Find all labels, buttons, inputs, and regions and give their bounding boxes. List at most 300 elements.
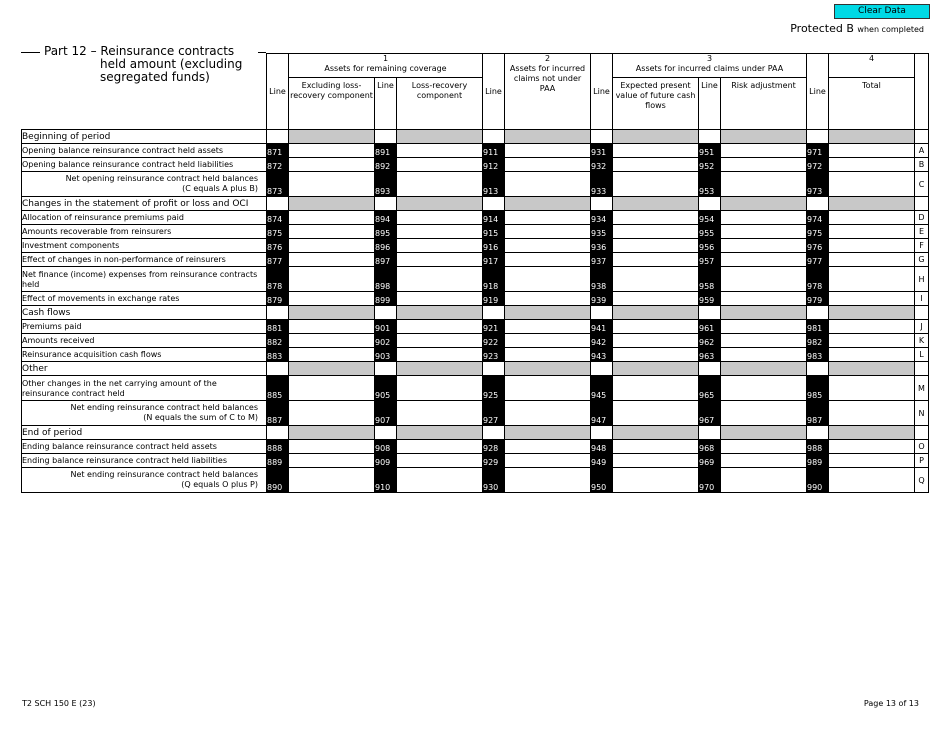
amount-input[interactable] <box>289 172 375 197</box>
protected-label: Protected B <box>790 22 854 35</box>
line-number: 977 <box>807 253 829 267</box>
amount-input[interactable] <box>721 144 807 158</box>
section-label: End of period <box>22 426 267 440</box>
amount-input[interactable] <box>505 401 591 426</box>
amount-input[interactable] <box>505 292 591 306</box>
amount-input[interactable] <box>505 267 591 292</box>
amount-input[interactable] <box>289 334 375 348</box>
line-number: 976 <box>807 239 829 253</box>
line-number: 872 <box>267 158 289 172</box>
table-row <box>22 211 929 225</box>
row-label-text: Net opening reinsurance contract held balances <box>65 174 258 183</box>
amount-input[interactable] <box>721 334 807 348</box>
header-line: Line <box>483 54 505 130</box>
line-blank <box>591 130 613 144</box>
amount-input[interactable] <box>721 253 807 267</box>
line-number: 929 <box>483 454 505 468</box>
row-label: Premiums paid <box>22 320 267 334</box>
line-blank <box>699 306 721 320</box>
line-number: 907 <box>375 401 397 426</box>
amount-input[interactable] <box>505 376 591 401</box>
line-number: 905 <box>375 376 397 401</box>
line-number: 885 <box>267 376 289 401</box>
line-number: 983 <box>807 348 829 362</box>
line-number: 878 <box>267 267 289 292</box>
line-number: 897 <box>375 253 397 267</box>
header-group-1: 1 Assets for remaining coverage <box>289 54 483 78</box>
shaded-cell <box>829 306 915 320</box>
amount-input[interactable] <box>829 253 915 267</box>
amount-input[interactable] <box>721 320 807 334</box>
amount-input[interactable] <box>721 239 807 253</box>
amount-input[interactable] <box>397 239 483 253</box>
line-number: 932 <box>591 158 613 172</box>
amount-input[interactable] <box>505 334 591 348</box>
line-number: 948 <box>591 440 613 454</box>
shaded-cell <box>721 197 807 211</box>
line-blank <box>807 362 829 376</box>
row-label: Other changes in the net carrying amount of the reinsurance contract held <box>22 376 267 401</box>
amount-input[interactable] <box>613 468 699 493</box>
amount-input[interactable] <box>829 172 915 197</box>
line-number: 913 <box>483 172 505 197</box>
amount-input[interactable] <box>397 454 483 468</box>
section-row <box>22 426 929 440</box>
header-risk-adjustment: Risk adjustment <box>721 78 807 130</box>
amount-input[interactable] <box>829 292 915 306</box>
amount-input[interactable] <box>505 320 591 334</box>
line-number: 882 <box>267 334 289 348</box>
line-number: 975 <box>807 225 829 239</box>
amount-input[interactable] <box>289 401 375 426</box>
amount-input[interactable] <box>613 292 699 306</box>
amount-input[interactable] <box>829 239 915 253</box>
row-letter: D <box>915 211 929 225</box>
line-number: 968 <box>699 440 721 454</box>
line-number: 978 <box>807 267 829 292</box>
amount-input[interactable] <box>505 211 591 225</box>
amount-input[interactable] <box>289 158 375 172</box>
line-number: 922 <box>483 334 505 348</box>
table-row <box>22 376 929 401</box>
row-letter <box>915 197 929 211</box>
row-letter: L <box>915 348 929 362</box>
amount-input[interactable] <box>613 211 699 225</box>
line-blank <box>375 306 397 320</box>
line-blank <box>267 306 289 320</box>
line-number: 981 <box>807 320 829 334</box>
shaded-cell <box>289 426 375 440</box>
amount-input[interactable] <box>613 401 699 426</box>
line-number: 911 <box>483 144 505 158</box>
amount-input[interactable] <box>289 225 375 239</box>
row-label-formula: (N equals the sum of C to M) <box>143 413 258 422</box>
amount-input[interactable] <box>397 334 483 348</box>
amount-input[interactable] <box>613 320 699 334</box>
line-blank <box>699 362 721 376</box>
table-row <box>22 253 929 267</box>
line-number: 955 <box>699 225 721 239</box>
row-label: Amounts recoverable from reinsurers <box>22 225 267 239</box>
line-blank <box>267 362 289 376</box>
row-letter: M <box>915 376 929 401</box>
amount-input[interactable] <box>289 267 375 292</box>
shaded-cell <box>289 362 375 376</box>
line-number: 908 <box>375 440 397 454</box>
table-row <box>22 292 929 306</box>
line-number: 914 <box>483 211 505 225</box>
line-number: 973 <box>807 172 829 197</box>
shaded-cell <box>829 426 915 440</box>
line-number: 985 <box>807 376 829 401</box>
amount-input[interactable] <box>397 211 483 225</box>
amount-input[interactable] <box>397 292 483 306</box>
line-number: 979 <box>807 292 829 306</box>
shaded-cell <box>829 130 915 144</box>
shaded-cell <box>289 130 375 144</box>
row-letter: A <box>915 144 929 158</box>
shaded-cell <box>289 197 375 211</box>
line-number: 949 <box>591 454 613 468</box>
shaded-cell <box>505 306 591 320</box>
line-number: 943 <box>591 348 613 362</box>
row-letter: B <box>915 158 929 172</box>
amount-input[interactable] <box>397 348 483 362</box>
row-label <box>22 401 267 426</box>
line-number: 963 <box>699 348 721 362</box>
line-number: 989 <box>807 454 829 468</box>
row-letter: P <box>915 454 929 468</box>
shaded-cell <box>397 362 483 376</box>
amount-input[interactable] <box>289 320 375 334</box>
line-number: 990 <box>807 468 829 493</box>
section-row <box>22 362 929 376</box>
line-number: 947 <box>591 401 613 426</box>
line-number: 925 <box>483 376 505 401</box>
amount-input[interactable] <box>829 334 915 348</box>
line-number: 987 <box>807 401 829 426</box>
amount-input[interactable] <box>721 158 807 172</box>
amount-input[interactable] <box>505 468 591 493</box>
line-number: 930 <box>483 468 505 493</box>
amount-input[interactable] <box>829 468 915 493</box>
table-row <box>22 454 929 468</box>
amount-input[interactable] <box>613 172 699 197</box>
line-number: 917 <box>483 253 505 267</box>
line-number: 892 <box>375 158 397 172</box>
row-letter <box>915 130 929 144</box>
amount-input[interactable] <box>397 158 483 172</box>
table-row <box>22 225 929 239</box>
amount-input[interactable] <box>721 292 807 306</box>
line-blank <box>699 197 721 211</box>
line-number: 879 <box>267 292 289 306</box>
amount-input[interactable] <box>721 348 807 362</box>
header-line: Line <box>591 54 613 130</box>
row-label: Opening balance reinsurance contract held liabilities <box>22 158 267 172</box>
line-number: 890 <box>267 468 289 493</box>
table-row <box>22 144 929 158</box>
reinsurance-table <box>21 53 929 493</box>
amount-input[interactable] <box>505 440 591 454</box>
amount-input[interactable] <box>397 401 483 426</box>
line-number: 959 <box>699 292 721 306</box>
amount-input[interactable] <box>613 267 699 292</box>
row-letter: I <box>915 292 929 306</box>
amount-input[interactable] <box>613 225 699 239</box>
line-number: 931 <box>591 144 613 158</box>
amount-input[interactable] <box>721 440 807 454</box>
line-number: 923 <box>483 348 505 362</box>
header-excluding-loss-recovery: Excluding loss-recovery component <box>289 78 375 130</box>
line-number: 969 <box>699 454 721 468</box>
amount-input[interactable] <box>829 158 915 172</box>
shaded-cell <box>397 130 483 144</box>
amount-input[interactable] <box>721 267 807 292</box>
amount-input[interactable] <box>829 144 915 158</box>
line-number: 934 <box>591 211 613 225</box>
line-blank <box>591 426 613 440</box>
amount-input[interactable] <box>829 401 915 426</box>
amount-input[interactable] <box>397 376 483 401</box>
section-row <box>22 130 929 144</box>
line-blank <box>267 426 289 440</box>
row-label: Opening balance reinsurance contract held assets <box>22 144 267 158</box>
row-label: Allocation of reinsurance premiums paid <box>22 211 267 225</box>
line-number: 896 <box>375 239 397 253</box>
amount-input[interactable] <box>613 348 699 362</box>
row-letter: Q <box>915 468 929 493</box>
amount-input[interactable] <box>613 144 699 158</box>
header-line: Line <box>807 54 829 130</box>
row-letter: G <box>915 253 929 267</box>
header-line: Line <box>699 78 721 130</box>
table-row <box>22 348 929 362</box>
amount-input[interactable] <box>397 440 483 454</box>
amount-input[interactable] <box>829 454 915 468</box>
line-number: 891 <box>375 144 397 158</box>
line-blank <box>807 130 829 144</box>
header-group-3: 3 Assets for incurred claims under PAA <box>613 54 807 78</box>
line-blank <box>591 306 613 320</box>
table-row <box>22 401 929 426</box>
line-number: 957 <box>699 253 721 267</box>
row-label-formula: (Q equals O plus P) <box>181 480 258 489</box>
line-number: 889 <box>267 454 289 468</box>
amount-input[interactable] <box>613 158 699 172</box>
line-blank <box>699 130 721 144</box>
line-number: 939 <box>591 292 613 306</box>
line-number: 927 <box>483 401 505 426</box>
amount-input[interactable] <box>289 211 375 225</box>
amount-input[interactable] <box>505 253 591 267</box>
protected-suffix: when completed <box>857 25 924 34</box>
section-row <box>22 306 929 320</box>
protected-b-label <box>790 22 924 35</box>
amount-input[interactable] <box>289 239 375 253</box>
line-blank <box>591 197 613 211</box>
line-number: 933 <box>591 172 613 197</box>
row-label: Net finance (income) expenses from reinsurance contracts held <box>22 267 267 292</box>
row-letter: K <box>915 334 929 348</box>
line-blank <box>483 362 505 376</box>
line-number: 888 <box>267 440 289 454</box>
row-label: Ending balance reinsurance contract held assets <box>22 440 267 454</box>
amount-input[interactable] <box>721 401 807 426</box>
amount-input[interactable] <box>289 253 375 267</box>
row-label: Investment components <box>22 239 267 253</box>
amount-input[interactable] <box>829 211 915 225</box>
clear-data-button[interactable]: Clear Data <box>834 4 930 19</box>
line-number: 950 <box>591 468 613 493</box>
line-blank <box>483 306 505 320</box>
amount-input[interactable] <box>397 253 483 267</box>
line-blank <box>267 197 289 211</box>
amount-input[interactable] <box>505 144 591 158</box>
line-number: 965 <box>699 376 721 401</box>
amount-input[interactable] <box>505 225 591 239</box>
line-number: 877 <box>267 253 289 267</box>
shaded-cell <box>505 197 591 211</box>
amount-input[interactable] <box>613 454 699 468</box>
amount-input[interactable] <box>829 225 915 239</box>
line-number: 873 <box>267 172 289 197</box>
shaded-cell <box>829 362 915 376</box>
part-title-line2: held amount (excluding segregated funds) <box>100 57 243 84</box>
shaded-cell <box>505 426 591 440</box>
amount-input[interactable] <box>721 454 807 468</box>
line-number: 898 <box>375 267 397 292</box>
line-blank <box>267 130 289 144</box>
section-label: Other <box>22 362 267 376</box>
line-blank <box>483 426 505 440</box>
line-number: 887 <box>267 401 289 426</box>
header-blank <box>22 54 267 130</box>
amount-input[interactable] <box>613 253 699 267</box>
row-label: Ending balance reinsurance contract held liabilities <box>22 454 267 468</box>
part-title-line1: Part 12 – Reinsurance contracts <box>44 44 235 58</box>
amount-input[interactable] <box>721 468 807 493</box>
row-letter: E <box>915 225 929 239</box>
line-number: 971 <box>807 144 829 158</box>
shaded-cell <box>829 197 915 211</box>
row-letter: H <box>915 267 929 292</box>
table-row <box>22 239 929 253</box>
amount-input[interactable] <box>505 348 591 362</box>
amount-input[interactable] <box>289 348 375 362</box>
line-number: 974 <box>807 211 829 225</box>
shaded-cell <box>721 306 807 320</box>
line-number: 954 <box>699 211 721 225</box>
amount-input[interactable] <box>613 239 699 253</box>
amount-input[interactable] <box>721 225 807 239</box>
amount-input[interactable] <box>505 454 591 468</box>
line-blank <box>807 197 829 211</box>
amount-input[interactable] <box>613 376 699 401</box>
amount-input[interactable] <box>721 172 807 197</box>
shaded-cell <box>721 362 807 376</box>
row-letter <box>915 426 929 440</box>
table-row <box>22 334 929 348</box>
line-number: 938 <box>591 267 613 292</box>
amount-input[interactable] <box>505 158 591 172</box>
table-row <box>22 158 929 172</box>
line-number: 883 <box>267 348 289 362</box>
amount-input[interactable] <box>289 376 375 401</box>
shaded-cell <box>613 130 699 144</box>
table-row <box>22 468 929 493</box>
amount-input[interactable] <box>289 468 375 493</box>
header-group-4-num: 4 <box>829 54 915 78</box>
line-number: 956 <box>699 239 721 253</box>
line-blank <box>483 197 505 211</box>
line-number: 910 <box>375 468 397 493</box>
line-number: 936 <box>591 239 613 253</box>
amount-input[interactable] <box>505 239 591 253</box>
amount-input[interactable] <box>829 320 915 334</box>
line-number: 899 <box>375 292 397 306</box>
shaded-cell <box>289 306 375 320</box>
header-group-2: 2 Assets for incurred claims not under PAA <box>505 54 591 130</box>
amount-input[interactable] <box>505 172 591 197</box>
line-number: 982 <box>807 334 829 348</box>
amount-input[interactable] <box>397 320 483 334</box>
amount-input[interactable] <box>613 440 699 454</box>
header-line: Line <box>375 78 397 130</box>
table-row <box>22 172 929 197</box>
line-blank <box>483 130 505 144</box>
line-number: 918 <box>483 267 505 292</box>
line-number: 967 <box>699 401 721 426</box>
line-blank <box>375 426 397 440</box>
amount-input[interactable] <box>397 144 483 158</box>
amount-input[interactable] <box>829 267 915 292</box>
line-number: 881 <box>267 320 289 334</box>
amount-input[interactable] <box>721 376 807 401</box>
row-label-text: Net ending reinsurance contract held balances <box>70 470 258 479</box>
row-label: Amounts received <box>22 334 267 348</box>
amount-input[interactable] <box>289 440 375 454</box>
row-label-text: Net ending reinsurance contract held balances <box>70 403 258 412</box>
amount-input[interactable] <box>397 172 483 197</box>
amount-input[interactable] <box>613 334 699 348</box>
amount-input[interactable] <box>397 468 483 493</box>
amount-input[interactable] <box>289 144 375 158</box>
amount-input[interactable] <box>397 267 483 292</box>
amount-input[interactable] <box>829 440 915 454</box>
amount-input[interactable] <box>829 376 915 401</box>
line-number: 942 <box>591 334 613 348</box>
row-label: Effect of changes in non-performance of reinsurers <box>22 253 267 267</box>
amount-input[interactable] <box>721 211 807 225</box>
amount-input[interactable] <box>397 225 483 239</box>
row-letter <box>915 306 929 320</box>
row-letter: O <box>915 440 929 454</box>
line-number: 937 <box>591 253 613 267</box>
amount-input[interactable] <box>289 454 375 468</box>
shaded-cell <box>721 130 807 144</box>
line-number: 912 <box>483 158 505 172</box>
amount-input[interactable] <box>829 348 915 362</box>
line-number: 972 <box>807 158 829 172</box>
shaded-cell <box>397 426 483 440</box>
amount-input[interactable] <box>289 292 375 306</box>
line-number: 895 <box>375 225 397 239</box>
header-loss-recovery: Loss-recovery component <box>397 78 483 130</box>
line-number: 893 <box>375 172 397 197</box>
line-number: 962 <box>699 334 721 348</box>
line-number: 871 <box>267 144 289 158</box>
